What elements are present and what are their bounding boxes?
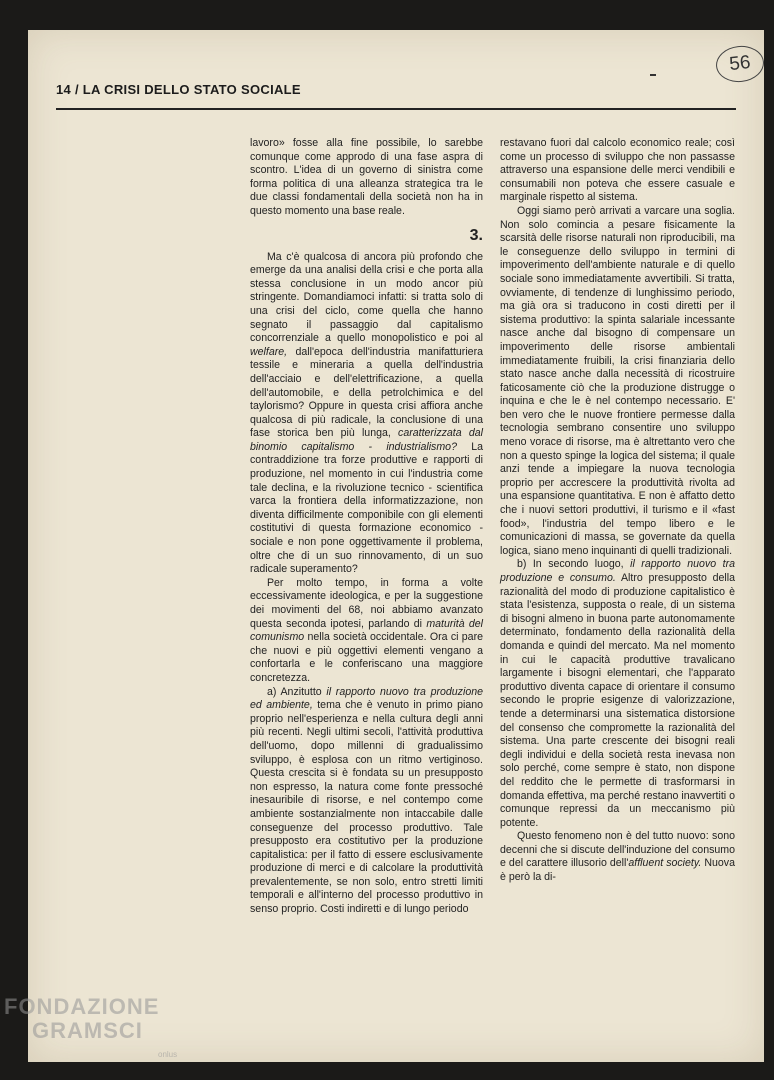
- paragraph: Per molto tempo, in forma a volte eccessivamente ideologica, e per la suggestione dei movimenti del 68, noi abbiamo avanzato questa seconda ipotesi, parlando di maturità del comunismo nella società occidentale. Ora ci pare che nuovi e più oggettivi elementi vengano a confortarla e le conferiscano una maggiore concretezza.: [250, 576, 483, 684]
- paragraph: Ma c'è qualcosa di ancora più profondo che emerge da una analisi della crisi e che porta alla stessa conclusione in un modo ancor più stringente. Domandiamoci infatti: si tratta solo di una crisi del ciclo, come quella che hanno segnato il passaggio dal capitalismo concorrenziale a quello monopolistico e poi al welfare, dall'epoca dell'industria manifatturiera tessile e mineraria a quella dell'industria dell'acciaio e dell'elettrificazione, a quella dell'automobile, e della petrolchimica e del taylorismo? Oppure in questa crisi affiora anche qualcosa di più radicale, la conclusione di una fase storica ben più lunga, caratterizzata dal binomio capitalismo - industrialismo? La contraddizione tra forze produttive e rapporti di produzione, nel momento in cui l'industria come tale declina, e la rivoluzione tecnico - scientifica varca la frontiera della informatizzazione, non diventa difficilmente componibile con gli elementi costitutivi di questa formazione economico - sociale e non pone oggettivamente il problema, oltre che di un suo rinnovamento, di un suo radicale superamento?: [250, 250, 483, 576]
- right-column: [500, 137, 735, 885]
- paragraph: restavano fuori dal calcolo economico reale; così come un processo di sviluppo che non passasse attraverso una espansione delle merci vendibili e consumabili non poteva che essere casuale e marginale rispetto al sistema.: [500, 137, 735, 204]
- left-column: [250, 137, 483, 917]
- section-number: 3.: [469, 226, 483, 244]
- paragraph: b) In secondo luogo, il rapporto nuovo tra produzione e consumo. Altro presupposto della razionalità del modo di produzione capitalistico è stata l'esistenza, supposta o reale, di un sistema di bisogni almeno in buona parte autonomamente determinato, fondamento della razionalità della domanda e quindi del mercato. Ma nel momento in cui le capacità produttive travalicano largamente i bisogni elementari, che l'apparato produttivo diventa capace di orientare il consumo secondo le proprie esigenze di valorizzazione, tende a determinarsi una sistematica distorsione del consenso che compromette la razionalità del sistema. Una parte crescente dei bisogni reali degli individui e della società resta inevasa non solo perché, come sempre è stato, non dispone del reddito che le permette di trasformarsi in domanda effettiva, ma perché restano inavvertiti o comunque repressi da un meccanismo più potente.: [500, 558, 735, 829]
- pencil-mark: [650, 74, 656, 76]
- paragraph: lavoro» fosse alla fine possibile, lo sarebbe comunque come approdo di una fase aspra di scontro. L'idea di un governo di sinistra come forma politica di una alleanza strategica tra le due classi fondamentali della società non ha in questo momento una base reale.: [250, 137, 483, 217]
- watermark-onlus: onlus: [158, 1050, 178, 1059]
- paragraph: Oggi siamo però arrivati a varcare una soglia. Non solo comincia a pesare fisicamente la scarsità delle risorse naturali non riproducibili, ma le conseguenze dello sviluppo in termini di impoverimento dell'ambiente naturale e di quello sociale sono immediatamente avvertibili. Si tratta, ovviamente, di tendenze di lunghissimo periodo, ma già ora si traducono in costi diretti per il sistema produttivo: la spinta salariale incessante nasce anche dal bisogno di compensare un impoverimento delle risorse ambientali immediatamente fruibili, la crisi finanziaria dello stato nasce anche dalla necessità di ricostruire faticosamente ciò che la produzione distrugge o inquina e che le è nel contempo necessario. E' ben vero che le nuove frontiere permesse dalla tecnologia sembrano consentire uno sviluppo meno vorace di risorse, ma è altrettanto vero che non a questo spinge la logica del sistema; il quale anzi tende a impiegare la nuova tecnologia proprio per accrescere la produttività rivolta ad una espansione quantitativa. E non è affatto detto che i nuovi settori produttivi, il turismo e il «fast food», l'industria del tempo libero e le comunicazioni di massa, se governate da quella logica, siano meno inquinanti di quelli tradizionali.: [500, 204, 735, 557]
- page-number-stamp: 56: [714, 44, 766, 85]
- document-page: [28, 30, 764, 1062]
- paragraph: Questo fenomeno non è del tutto nuovo: sono decenni che si discute dell'induzione del consumo e del carattere illusorio dell'affluent society. Nuova è però la di-: [500, 830, 735, 884]
- running-head: 14 / LA CRISI DELLO STATO SOCIALE: [56, 82, 301, 97]
- fondazione-gramsci-watermark: FONDAZIONE GRAMSCI: [4, 994, 160, 1043]
- page-header: [56, 80, 736, 104]
- header-rule: [56, 108, 736, 110]
- paragraph: a) Anzitutto il rapporto nuovo tra produzione ed ambiente, tema che è venuto in primo piano proprio nell'esperienza e nella cultura degli anni più recenti. Negli ultimi secoli, l'attività produttiva dell'uomo, dopo millenni di gradualissimo sviluppo, è esplosa con un ritmo vertiginoso. Questa crescita si è fondata su un presupposto non espresso, la natura come fonte pressoché inesauribile di risorse, e nel contempo come ambiente sostanzialmente non intaccabile dalle conseguenze del processo produttivo. Tale presupposto era costitutivo per la produzione capitalistica: per il fatto di essere esclusivamente produzione di merci e di calcolare la produttività prevalentemente, se non solo, entro stretti limiti temporali e all'interno del processo produttivo in senso proprio. Costi indiretti e di lungo periodo: [250, 685, 483, 916]
